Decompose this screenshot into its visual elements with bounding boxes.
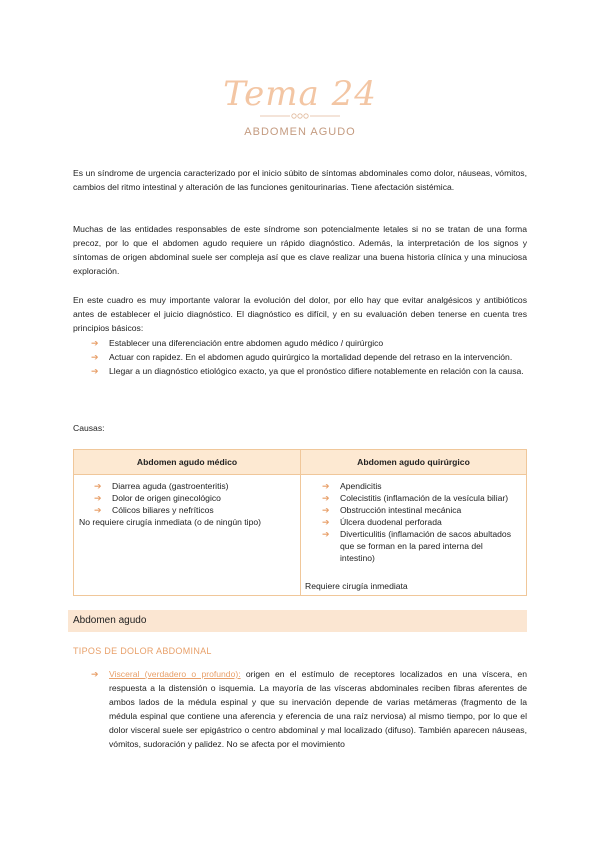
- arrow-right-icon: ➔: [91, 366, 99, 376]
- list-item: ➔ Actuar con rapidez. En el abdomen agudo quirúrgico la mortalidad depende del retraso en la intervención.: [91, 352, 513, 362]
- page-title: Tema 24: [223, 74, 377, 114]
- list-item: [91, 667, 527, 751]
- arrow-right-icon: ➔: [94, 493, 102, 503]
- arrow-right-icon: ➔: [94, 505, 102, 515]
- list-item: ➔ Úlcera duodenal perforada: [322, 517, 442, 527]
- list-item: ➔ Diverticulitis (inflamación de sacos abultados que se forman en la pared interna del intestino): [322, 529, 511, 563]
- list-item: ➔ Diarrea aguda (gastroenteritis): [94, 481, 229, 491]
- medico-causes-list: [94, 480, 294, 516]
- principles-list: [91, 336, 527, 378]
- arrow-right-icon: ➔: [91, 669, 99, 679]
- list-item: ➔ Cólicos biliares y nefríticos: [94, 505, 214, 515]
- list-item: ➔ Dolor de origen ginecológico: [94, 493, 221, 503]
- list-item: ➔ Llegar a un diagnóstico etiológico exacto, ya que el pronóstico difiere notablemente en relación con la causa.: [91, 366, 524, 376]
- arrow-right-icon: ➔: [322, 505, 330, 515]
- quirurgico-note: Requiere cirugía inmediata: [305, 581, 408, 591]
- evolution-paragraph: En este cuadro es muy importante valorar la evolución del dolor, por ello hay que evitar analgésicos y antibióticos antes de establecer el juicio diagnóstico. El diagnóstico es difícil, y en su evaluación deben tenerse en cuenta tres principios básicos:: [73, 295, 527, 333]
- quirurgico-causes-list: [322, 480, 512, 564]
- arrow-right-icon: ➔: [322, 517, 330, 527]
- list-item: ➔ Apendicitis: [322, 481, 382, 491]
- intro-paragraph: Es un síndrome de urgencia caracterizado por el inicio súbito de síntomas abdominales como dolor, náuseas, vómitos, cambios del ritmo intestinal y alteración de las funciones genitourinarias. Tiene afectación sistémica.: [73, 168, 527, 192]
- table-header-quirurgico: Abdomen agudo quirúrgico: [301, 450, 526, 474]
- section-heading: Abdomen agudo: [68, 610, 527, 632]
- table-divider: [300, 450, 301, 595]
- entities-paragraph: Muchas de las entidades responsables de este síndrome son potencialmente letales si no se tratan de una forma precoz, por lo que el abdomen agudo requiere un rápido diagnóstico. Además, la interpretación de los signos y síntomas de origen abdominal suele ser compleja así que es clave realizar una buena historia clínica y una minuciosa exploración.: [73, 224, 527, 276]
- visceral-description: origen en el estímulo de receptores localizados en una víscera, en respuesta a la distensión o isquemia. La mayoría de las vísceras abdominales reciben fibras aferentes de ambos lados de la médula espinal y que su inervación depende de varias metámeras (fragmento de la médula espinal que contiene una aferencia y eferencia de una raíz nerviosa) al mismo tiempo, por lo que el dolor visceral suele ser epigástrico o centro abdominal y mal localizado (difuso). También aparecen náuseas, vómitos, sudoración y palidez. No se afecta por el movimiento: [109, 669, 527, 749]
- causas-table: [73, 449, 527, 596]
- arrow-right-icon: ➔: [94, 481, 102, 491]
- arrow-right-icon: ➔: [322, 493, 330, 503]
- medico-note: No requiere cirugía inmediata (o de ningún tipo): [79, 517, 262, 527]
- pain-types-list: [91, 667, 527, 751]
- section-subheading: TIPOS DE DOLOR ABDOMINAL: [73, 646, 212, 656]
- list-item: ➔ Establecer una diferenciación entre abdomen agudo médico / quirúrgico: [91, 338, 384, 348]
- visceral-term: Visceral (verdadero o profundo):: [109, 669, 241, 679]
- causas-label: Causas:: [73, 423, 105, 433]
- list-item: ➔ Obstrucción intestinal mecánica: [322, 505, 462, 515]
- page-subtitle: ABDOMEN AGUDO: [244, 126, 356, 138]
- arrow-right-icon: ➔: [322, 529, 330, 539]
- table-header-medico: Abdomen agudo médico: [74, 450, 301, 474]
- divider-ornament-icon: [260, 111, 340, 121]
- arrow-right-icon: ➔: [322, 481, 330, 491]
- list-item: ➔ Colecistitis (inflamación de la vesícula biliar): [322, 493, 509, 503]
- arrow-right-icon: ➔: [91, 338, 99, 348]
- arrow-right-icon: ➔: [91, 352, 99, 362]
